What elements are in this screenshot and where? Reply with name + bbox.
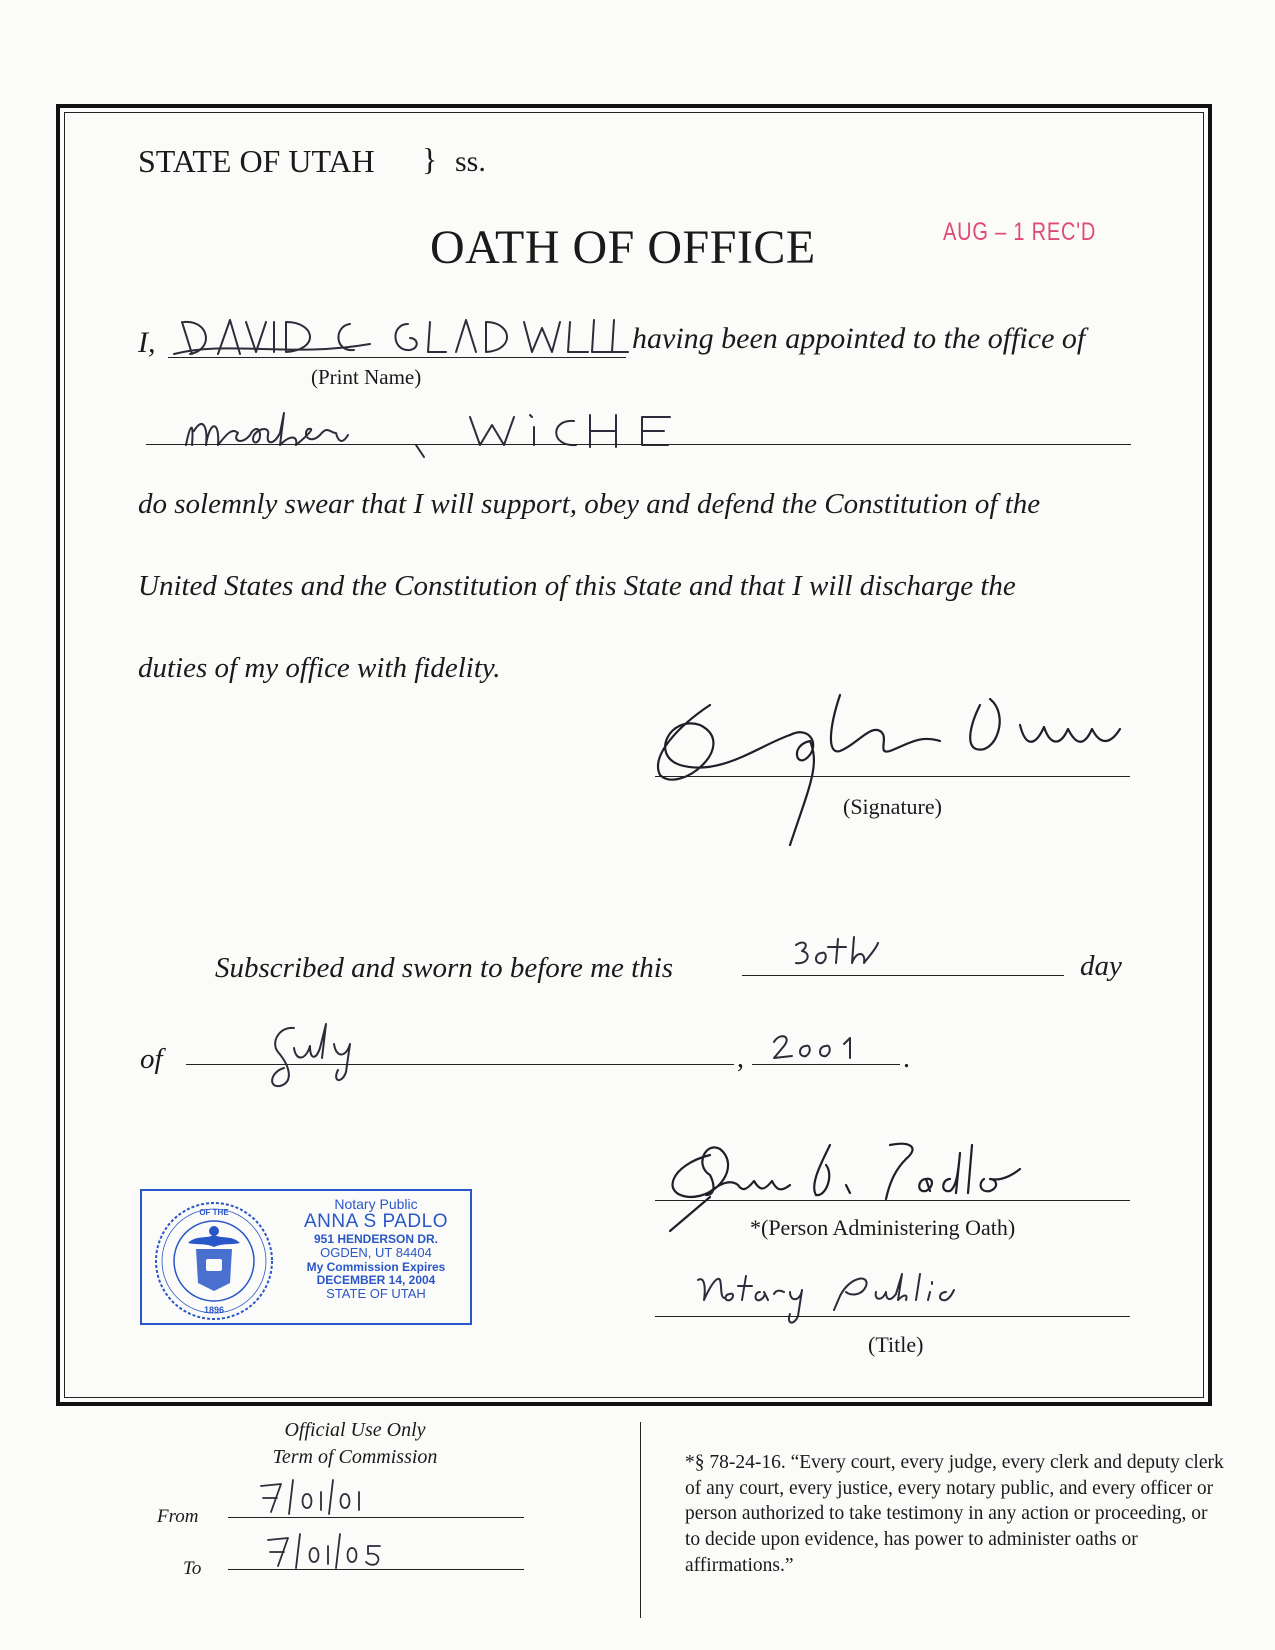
notary-stamp — [140, 1189, 472, 1325]
svg-text:1896: 1896 — [203, 1305, 225, 1315]
title-line — [655, 1316, 1130, 1317]
year-line — [752, 1064, 900, 1065]
oath-text-line-3: duties of my office with fidelity. — [138, 652, 501, 684]
title-label: (Title) — [868, 1332, 924, 1357]
from-label: From — [157, 1506, 199, 1527]
signature-line — [655, 776, 1130, 777]
administering-label: *(Person Administering Oath) — [750, 1215, 1016, 1240]
page-title: OATH OF OFFICE — [430, 221, 816, 274]
state-of-utah-label: STATE OF UTAH — [138, 143, 375, 179]
handwritten-from-date — [255, 1476, 375, 1518]
notary-stamp-expiry: DECEMBER 14, 2004 — [316, 1272, 436, 1287]
notary-stamp-line-1: Notary Public — [334, 1196, 418, 1212]
svg-text:OF THE: OF THE — [199, 1208, 229, 1217]
utah-seal-icon — [152, 1199, 276, 1323]
date-comma: , — [737, 1043, 744, 1074]
oath-text-line-1: do solemnly swear that I will support, obey and defend the Constitution of the — [138, 488, 1041, 520]
official-use-heading-1: Official Use Only — [284, 1419, 426, 1441]
official-use-heading — [270, 1417, 440, 1471]
received-date-stamp: AUG – 1 REC'D — [943, 218, 1097, 246]
oath-text-line-2: United States and the Constitution of this State and that I will discharge the — [138, 570, 1016, 602]
signature-graphic — [640, 685, 1170, 855]
notary-stamp-state: STATE OF UTAH — [326, 1286, 426, 1302]
statute-note: *§ 78-24-16. “Every court, every judge, every clerk and deputy clerk of any court, every justice, every notary public, and every officer or person authorized to take testimony in any action or proceeding, or to decide upon evidence, has power to administer oaths or affirmations.” — [685, 1452, 1224, 1576]
print-name-label: (Print Name) — [311, 365, 422, 389]
handwritten-year — [770, 1030, 870, 1066]
official-use-heading-2: Term of Commission — [272, 1446, 438, 1468]
oath-prefix: I, — [138, 326, 156, 359]
handwritten-office — [180, 405, 740, 461]
handwritten-month — [250, 1022, 380, 1092]
handwritten-print-name — [170, 310, 630, 362]
administering-line — [655, 1200, 1130, 1201]
appointed-text: having been appointed to the office of — [632, 322, 1086, 355]
subscribed-text: Subscribed and sworn to before me this — [215, 952, 674, 984]
ss-label: ss. — [455, 145, 486, 178]
signature-label: (Signature) — [843, 794, 942, 819]
notary-stamp-commission: My Commission Expires — [306, 1259, 446, 1274]
office-line — [146, 444, 1131, 445]
date-period: . — [903, 1043, 910, 1074]
venue-brace: } — [422, 141, 438, 177]
notary-stamp-city: OGDEN, UT 84404 — [320, 1245, 432, 1261]
from-line — [228, 1517, 524, 1518]
day-label: day — [1080, 950, 1122, 982]
footer-divider — [640, 1422, 641, 1618]
to-line — [228, 1569, 524, 1570]
month-line — [186, 1064, 734, 1065]
day-line — [742, 975, 1064, 976]
of-label: of — [140, 1043, 163, 1075]
print-name-line — [168, 357, 626, 358]
notary-stamp-address: 951 HENDERSON DR. — [313, 1232, 439, 1247]
handwritten-day — [790, 935, 900, 971]
notary-stamp-name: ANNA S PADLO — [304, 1211, 448, 1233]
handwritten-title — [690, 1266, 960, 1328]
to-label: To — [183, 1558, 202, 1579]
handwritten-to-date — [262, 1530, 388, 1572]
